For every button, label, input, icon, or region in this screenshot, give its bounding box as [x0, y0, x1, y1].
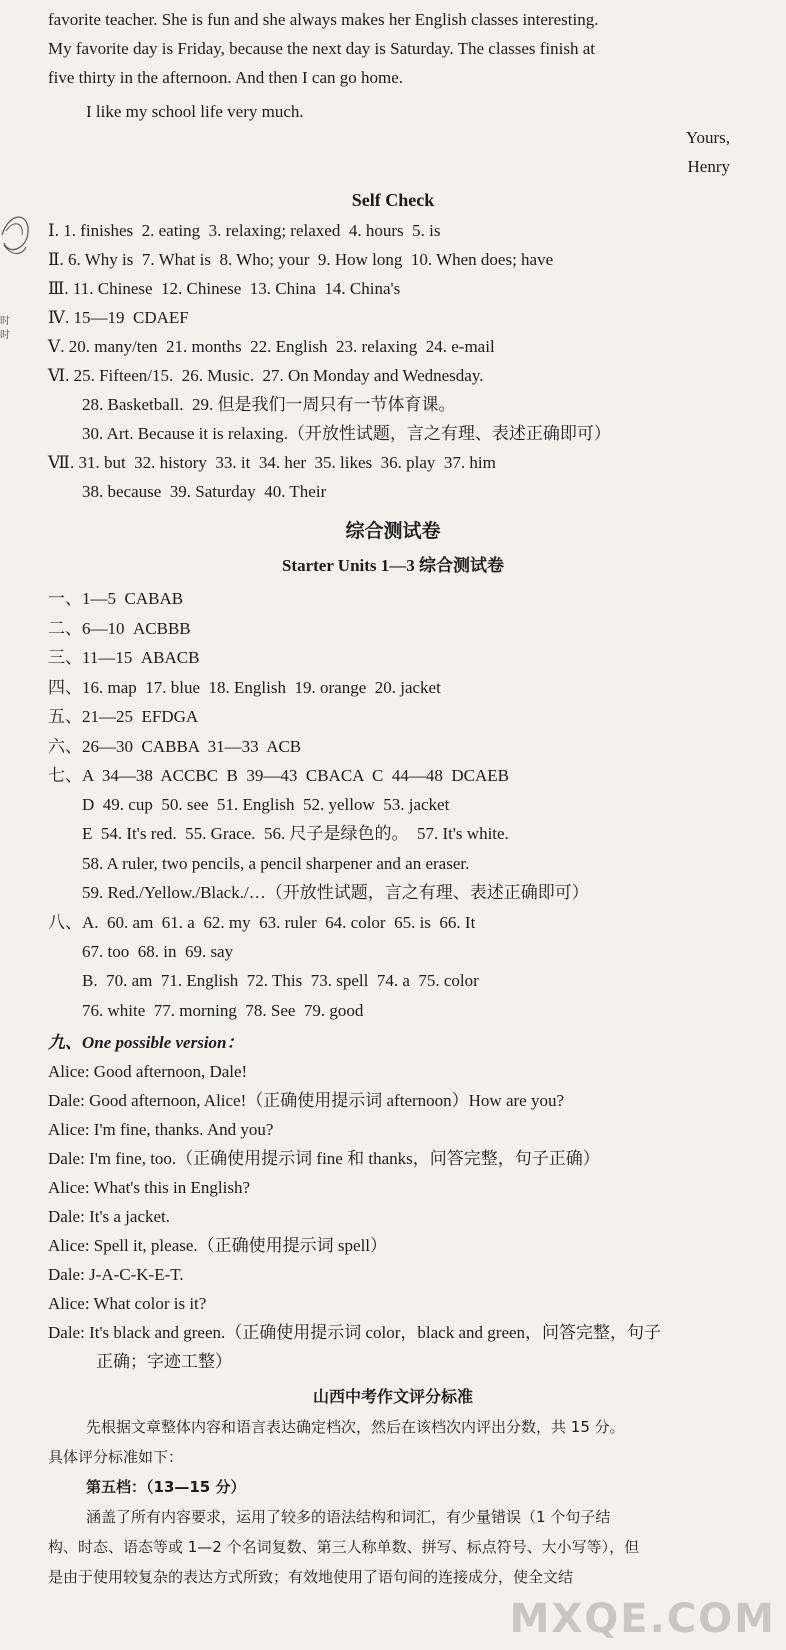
- letter-signoff: Yours,: [685, 128, 730, 147]
- answer-line: 四、16. map 17. blue 18. English 19. orange 20. jacket: [48, 678, 441, 697]
- answer-line: 一、1—5 CABAB: [48, 589, 184, 608]
- dialogue-line: Dale: It's a jacket.: [48, 1207, 171, 1226]
- grading-line: 是由于使用较复杂的表达方式所致；有效地使用了语句间的连接成分，使全文结: [48, 1568, 574, 1586]
- grading-title: 山西中考作文评分标准: [312, 1387, 473, 1406]
- grading-level-heading: 第五档：（13—15 分）: [86, 1478, 246, 1496]
- dialogue-line: Dale: I'm fine, too.（正确使用提示词 fine 和 thanks，问答完整，句子正确）: [48, 1149, 600, 1168]
- dialogue-line: Dale: J-A-C-K-E-T.: [48, 1265, 184, 1284]
- dialogue-line: Dale: Good afternoon, Alice!（正确使用提示词 afternoon）How are you?: [48, 1091, 565, 1110]
- dialogue-line: Dale: It's black and green.（正确使用提示词 color，black and green，问答完整，句子: [48, 1323, 662, 1342]
- answer-line: 67. too 68. in 69. say: [82, 942, 234, 961]
- dialogue-line: 正确；字迹工整）: [96, 1352, 232, 1371]
- letter-signature: Henry: [687, 157, 730, 176]
- answer-line: 五、21—25 EFDGA: [48, 707, 199, 726]
- letter-line: favorite teacher. She is fun and she always makes her English classes interesting.: [48, 10, 599, 29]
- answer-line: Ⅲ. 11. Chinese 12. Chinese 13. China 14. China's: [48, 279, 401, 298]
- answer-line: Ⅳ. 15—19 CDAEF: [48, 308, 189, 327]
- letter-line: My favorite day is Friday, because the next day is Saturday. The classes finish at: [48, 39, 596, 58]
- letter-line: five thirty in the afternoon. And then I can go home.: [48, 68, 404, 87]
- answer-line: 三、11—15 ABACB: [48, 648, 200, 667]
- answer-line: 八、A. 60. am 61. a 62. my 63. ruler 64. color 65. is 66. It: [48, 913, 476, 932]
- answer-line: 28. Basketball. 29. 但是我们一周只有一节体育课。: [82, 395, 456, 414]
- answer-line: 30. Art. Because it is relaxing.（开放性试题，言之有理、表述正确即可）: [82, 424, 611, 443]
- answer-line: Ⅴ. 20. many/ten 21. months 22. English 23. relaxing 24. e-mail: [48, 337, 495, 356]
- margin-flower-icon: [0, 205, 34, 265]
- answer-line: 二、6—10 ACBBB: [48, 619, 191, 638]
- site-watermark: MXQE.COM: [509, 1596, 776, 1642]
- answer-line: Ⅰ. 1. finishes 2. eating 3. relaxing; relaxed 4. hours 5. is: [48, 221, 441, 240]
- self-check-title: Self Check: [351, 190, 435, 210]
- test-title: 综合测试卷: [345, 520, 441, 542]
- answer-line: 76. white 77. morning 78. See 79. good: [82, 1001, 364, 1020]
- answer-line: E 54. It's red. 55. Grace. 56. 尺子是绿色的。 57. It's white.: [82, 824, 509, 843]
- letter-line: I like my school life very much.: [86, 102, 304, 121]
- answer-line: 六、26—30 CABBA 31—33 ACB: [48, 737, 302, 756]
- answer-line: Ⅵ. 25. Fifteen/15. 26. Music. 27. On Monday and Wednesday.: [48, 366, 484, 385]
- dialogue-line: Alice: Spell it, please.（正确使用提示词 spell）: [48, 1236, 388, 1255]
- answer-line: Ⅱ. 6. Why is 7. What is 8. Who; your 9. How long 10. When does; have: [48, 250, 554, 269]
- grading-line: 具体评分标准如下：: [48, 1448, 184, 1466]
- answer-line: 59. Red./Yellow./Black./…（开放性试题，言之有理、表述正确即可）: [82, 883, 589, 902]
- dialogue-line: Alice: What color is it?: [48, 1294, 207, 1313]
- answer-line: Ⅶ. 31. but 32. history 33. it 34. her 35. likes 36. play 37. him: [48, 453, 496, 472]
- margin-fragment: 时: [0, 330, 10, 341]
- answer-line: B. 70. am 71. English 72. This 73. spell 74. a 75. color: [82, 971, 479, 990]
- answer-line: 七、A 34—38 ACCBC B 39—43 CBACA C 44—48 DCAEB: [48, 766, 509, 785]
- answer-line: 38. because 39. Saturday 40. Their: [82, 482, 327, 501]
- grading-line: 先根据文章整体内容和语言表达确定档次，然后在该档次内评出分数，共 15 分。: [86, 1418, 625, 1436]
- answer-line: D 49. cup 50. see 51. English 52. yellow 53. jacket: [82, 795, 450, 814]
- dialogue-line: Alice: What's this in English?: [48, 1178, 250, 1197]
- dialogue-line: Alice: I'm fine, thanks. And you?: [48, 1120, 274, 1139]
- grading-line: 涵盖了所有内容要求，运用了较多的语法结构和词汇，有少量错误（1 个句子结: [86, 1508, 611, 1526]
- margin-fragment: 时: [0, 316, 10, 327]
- dialogue-heading: 九、One possible version：: [48, 1033, 244, 1052]
- answer-line: 58. A ruler, two pencils, a pencil sharpener and an eraser.: [82, 854, 470, 873]
- test-subtitle: Starter Units 1—3 综合测试卷: [281, 556, 505, 575]
- grading-line: 构、时态、语态等或 1—2 个名词复数、第三人称单数、拼写、标点符号、大小写等），但: [48, 1538, 640, 1556]
- dialogue-line: Alice: Good afternoon, Dale!: [48, 1062, 248, 1081]
